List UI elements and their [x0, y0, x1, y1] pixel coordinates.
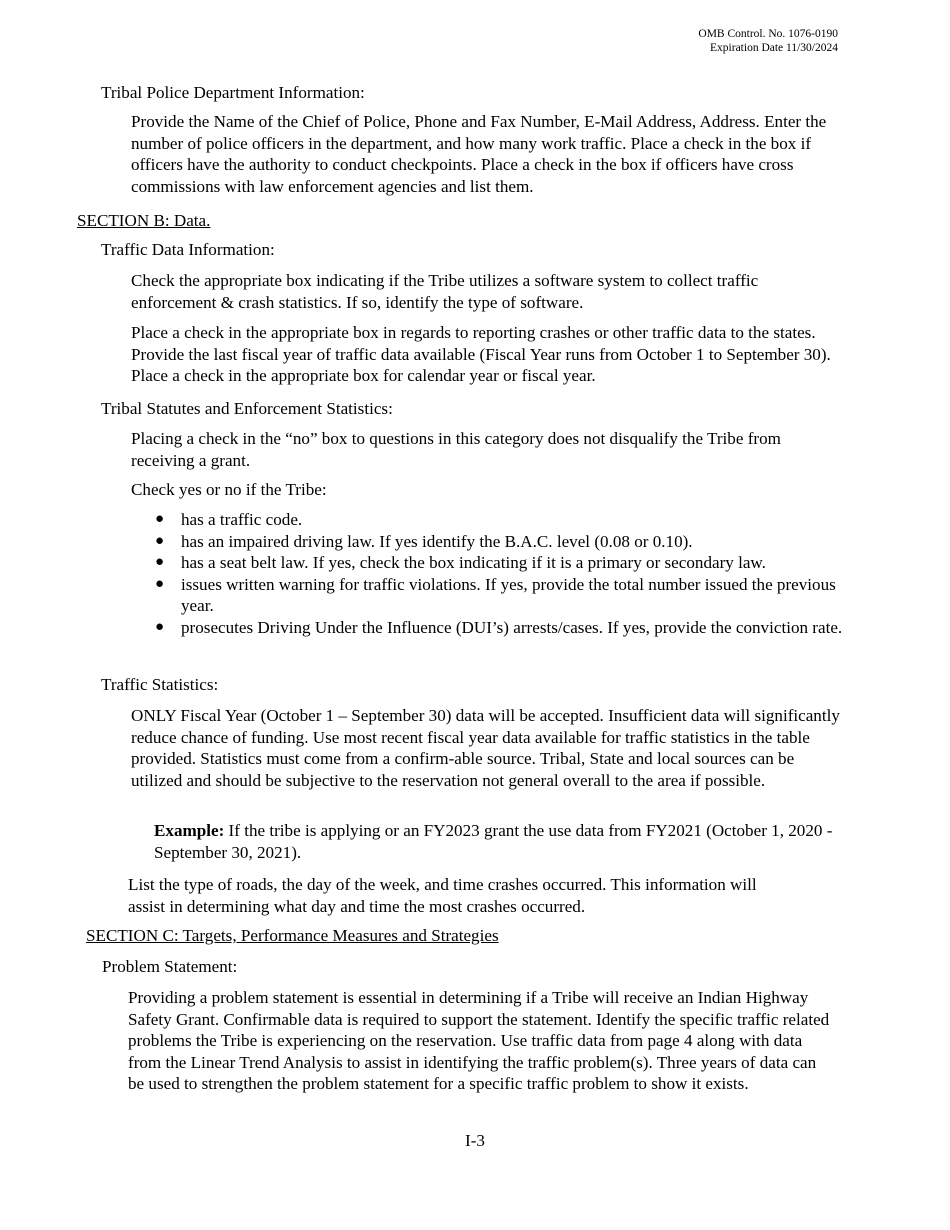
- statutes-paragraph-1: Placing a check in the “no” box to questions in this category does not disqualify the Tribe from receiving a grant.: [131, 429, 781, 470]
- bullet-icon: ●: [155, 554, 165, 570]
- omb-control-number: OMB Control. No. 1076-0190: [698, 28, 838, 40]
- bullet-icon: ●: [155, 511, 165, 527]
- section-b-heading: SECTION B: Data.: [77, 211, 211, 230]
- bullet-icon: ●: [155, 532, 165, 549]
- statutes-heading: Tribal Statutes and Enforcement Statistics:: [101, 399, 393, 418]
- list-item-text: has a traffic code.: [181, 510, 303, 529]
- bullet-icon: ●: [155, 618, 165, 635]
- page-number: I-3: [465, 1131, 485, 1150]
- example-label: Example:: [154, 821, 225, 840]
- example-paragraph: [154, 820, 854, 863]
- omb-header: [698, 27, 838, 55]
- list-item-text: has a seat belt law. If yes, check the box indicating if it is a primary or secondary law.: [181, 553, 766, 572]
- traffic-data-heading: Traffic Data Information:: [101, 240, 275, 259]
- list-item-text: prosecutes Driving Under the Influence (DUI’s) arrests/cases. If yes, provide the conviction rate.: [181, 617, 843, 637]
- traffic-data-paragraph-2: Place a check in the appropriate box in regards to reporting crashes or other traffic data to the states. Provide the last fiscal year of traffic data available (Fiscal Year runs from October 1 to September 30). Place a check in the appropriate box for calendar year or fiscal year.: [131, 323, 831, 385]
- list-item: [131, 552, 847, 574]
- problem-statement-paragraph: Providing a problem statement is essential in determining if a Tribe will receive an Indian Highway Safety Grant. Confirmable data is required to support the statement. Identify the specific traffic related problems the Tribe is experiencing on the reservation. Use traffic data from page 4 along with data from the Linear Trend Analysis to assist in identifying the traffic problem(s). Three years of data can be used to strengthen the problem statement for a specific traffic problem to show it exists.: [128, 988, 830, 1093]
- list-item-text: has an impaired driving law. If yes identify the B.A.C. level (0.08 or 0.10).: [181, 531, 693, 551]
- tribe-criteria-list: [131, 509, 847, 638]
- crash-details-paragraph: List the type of roads, the day of the week, and time crashes occurred. This information will assist in determining what day and time the most crashes occurred.: [128, 875, 757, 916]
- police-paragraph: Provide the Name of the Chief of Police, Phone and Fax Number, E-Mail Address, Address. Enter the number of police officers in the department, and how many work traffic. Place a check in the box if officers have the authority to conduct checkpoints. Place a check in the box if officers have cross commissions with law enforcement agencies and list them.: [131, 112, 827, 196]
- list-item: [131, 574, 847, 617]
- list-item: [131, 617, 847, 639]
- section-c-heading: SECTION C: Targets, Performance Measures and Strategies: [86, 926, 499, 945]
- list-item-text: issues written warning for traffic violations. If yes, provide the total number issued the previous year.: [181, 574, 836, 615]
- traffic-statistics-heading: Traffic Statistics:: [101, 675, 219, 694]
- traffic-statistics-paragraph: ONLY Fiscal Year (October 1 – September 30) data will be accepted. Insufficient data will significantly reduce chance of funding. Use most recent fiscal year data available for traffic statistics in the table provided. Statistics must come from a confirm-able source. Tribal, State and local sources can be utilized and should be subjective to the reservation not general overall to the area if possible.: [131, 706, 840, 790]
- bullet-icon: ●: [155, 575, 165, 592]
- list-item: [131, 509, 847, 531]
- example-text: If the tribe is applying or an FY2023 grant the use data from FY2021 (October 1, 2020 - September 30, 2021).: [154, 821, 833, 862]
- statutes-paragraph-2: Check yes or no if the Tribe:: [131, 480, 327, 499]
- expiration-date: Expiration Date 11/30/2024: [710, 42, 838, 54]
- problem-statement-heading: Problem Statement:: [102, 957, 238, 976]
- list-item: [131, 531, 847, 553]
- police-heading: Tribal Police Department Information:: [101, 83, 365, 102]
- traffic-data-paragraph-1: Check the appropriate box indicating if the Tribe utilizes a software system to collect traffic enforcement & crash statistics. If so, identify the type of software.: [131, 271, 759, 312]
